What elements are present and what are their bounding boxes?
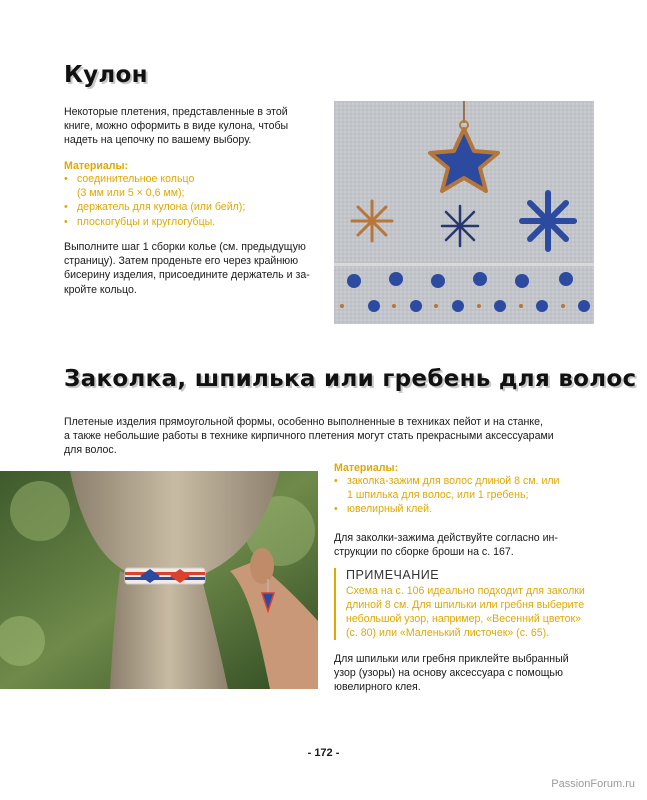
list-item bbox=[64, 172, 326, 200]
pendant-intro-line: надеть на цепочку по вашему выбору. bbox=[64, 134, 252, 147]
instruction-line: Для заколки-зажима действуйте согласно ин- bbox=[334, 532, 558, 544]
note-line: Схема на с. 106 идеально подходит для заколки bbox=[346, 585, 585, 597]
pendant-materials bbox=[64, 160, 326, 229]
pendant-intro bbox=[64, 105, 326, 148]
hair-accessory-title: Заколка, шпилька или гребень для волос bbox=[64, 366, 637, 392]
material-text: • соединительное кольцо bbox=[77, 173, 195, 185]
material-subtext: (3 мм или 5 × 0,6 мм); bbox=[77, 187, 185, 200]
hair-instructions bbox=[334, 531, 604, 559]
instruction-line: струкции по сборке броши на с. 167. bbox=[334, 546, 514, 559]
material-text: • ювелирный клей. bbox=[347, 503, 432, 516]
watermark: PassionForum.ru bbox=[551, 778, 635, 790]
note-heading: ПРИМЕЧАНИЕ bbox=[346, 568, 440, 582]
pendant-instructions bbox=[64, 240, 326, 297]
instruction-line: страницу). Затем проденьте его через крайнюю bbox=[64, 255, 299, 268]
pendant-title: Кулон bbox=[64, 62, 148, 88]
hair-materials bbox=[334, 462, 604, 517]
hair-clip-icon bbox=[0, 471, 318, 689]
material-text: 1 шпилька для волос, или 1 гребень; bbox=[347, 489, 529, 502]
list-item bbox=[334, 474, 604, 502]
instruction-line: бисерину изделия, присоедините держатель и за- bbox=[64, 269, 310, 282]
note-text bbox=[346, 584, 616, 640]
final-line: узор (узоры) на основу аксессуара с помощью bbox=[334, 667, 563, 680]
pendant-photo bbox=[334, 101, 594, 324]
star-pendant-icon bbox=[334, 101, 594, 324]
page-number: - 172 - bbox=[307, 747, 340, 759]
final-line: Для шпильки или гребня приклейте выбранный bbox=[334, 653, 569, 665]
hair-intro-line: для волос. bbox=[64, 444, 117, 457]
pendant-intro-line: Некоторые плетения, представленные в этой bbox=[64, 106, 288, 118]
note-line: (с. 80) или «Маленький листочек» (с. 65). bbox=[346, 627, 550, 639]
material-text: • заколка-зажим для волос длиной 8 см. или bbox=[347, 475, 560, 487]
list-item bbox=[334, 502, 604, 516]
instruction-line: Выполните шаг 1 сборки колье (см. предыдущую bbox=[64, 241, 306, 253]
note-line: небольшой узор, например, «Весенний цветок» bbox=[346, 613, 582, 625]
pendant-intro-line: книге, можно оформить в виде кулона, чтобы bbox=[64, 120, 289, 133]
hair-intro bbox=[64, 415, 604, 458]
note-box bbox=[334, 568, 616, 640]
hair-materials-heading: Материалы: bbox=[334, 462, 399, 474]
instruction-line: кройте кольцо. bbox=[64, 283, 137, 296]
list-item: • держатель для кулона (или бейл); bbox=[64, 200, 326, 214]
note-line: длиной 8 см. Для шпильки или гребня выберите bbox=[346, 599, 585, 611]
hair-final-text bbox=[334, 652, 604, 695]
pendant-materials-heading: Материалы: bbox=[64, 160, 129, 172]
hair-clip-photo bbox=[0, 471, 318, 689]
hair-intro-line: Плетеные изделия прямоугольной формы, особенно выполненные в техниках пейот и на станке, bbox=[64, 416, 543, 428]
final-line: ювелирного клея. bbox=[334, 681, 421, 694]
hair-intro-line: а также небольшие работы в технике кирпичного плетения могут стать прекрасными аксессуарами bbox=[64, 430, 554, 443]
list-item: • плоскогубцы и круглогубцы. bbox=[64, 215, 326, 229]
